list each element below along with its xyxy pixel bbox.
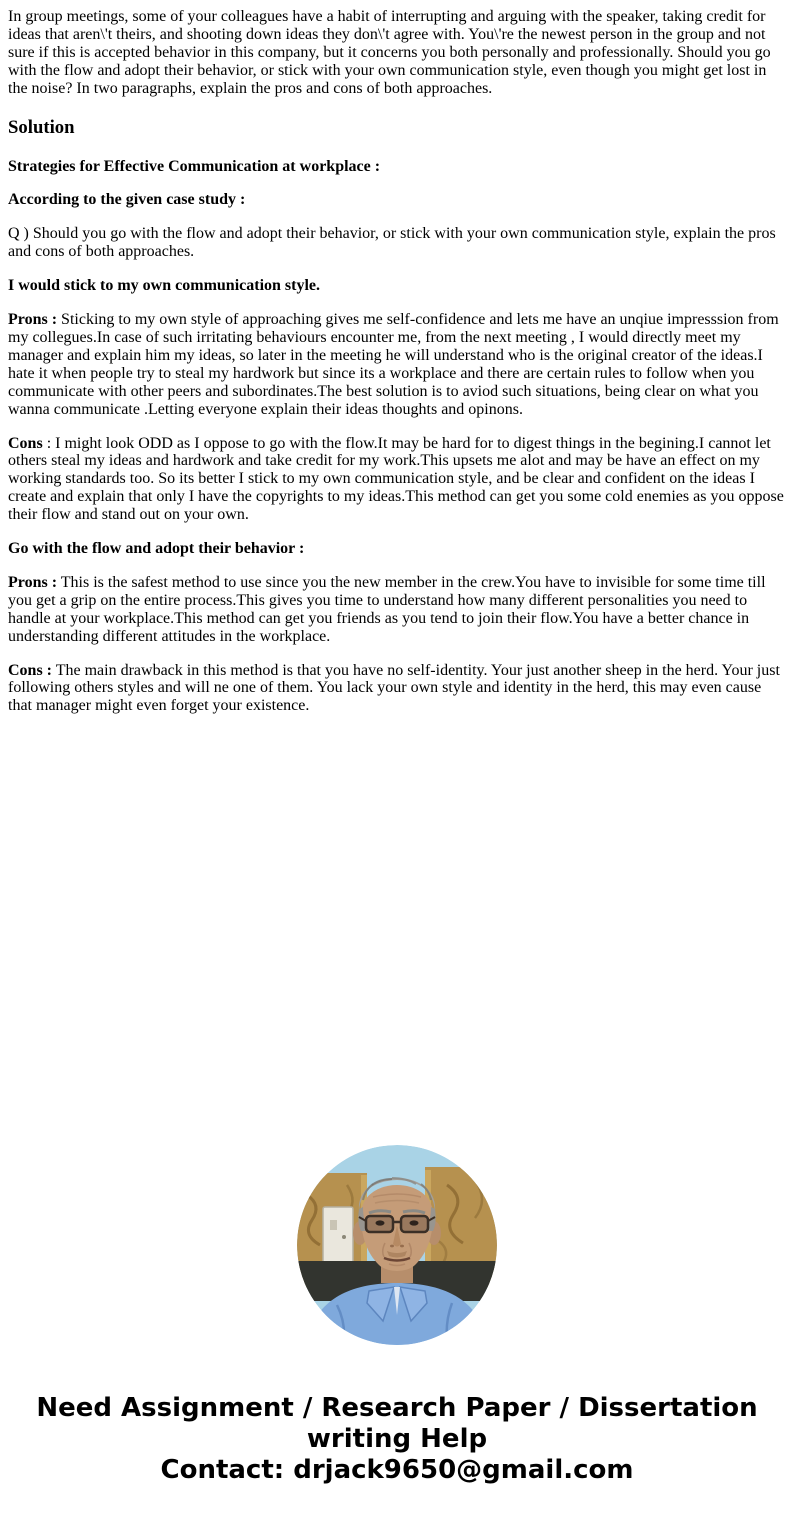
option2-pros-text: This is the safest method to use since you the new member in the crew.You have to invisible for some time till you get a grip on the entire process.This gives you time to understand how many different personalities you need to handle at your workplace.This method can get you friends as you tend to join their flow.You have a better chance in understanding different attitudes in the workplace. (8, 573, 766, 645)
page-footer (8, 1393, 786, 1485)
solution-heading: Solution (8, 116, 75, 138)
restated-question: Q ) Should you go with the flow and adopt their behavior, or stick with your own communication style, explain the pros and cons of both approaches. (8, 225, 776, 261)
option1-cons-text: : I might look ODD as I oppose to go with the flow.It may be hard for to digest things in the begining.I cannot let others steal my ideas and hardwork and take credit for my work.This upsets me alot and may be have an effect on my working standards too. So its better I stick to my own communication style, and be clear and confident on the ideas I create and explain that only I have the copyrights to my ideas.This method can get you some cold enemies as you oppose their flow and stand out on your own. (8, 434, 784, 524)
footer-help-line: Need Assignment / Research Paper / Dissertation writing Help (36, 1393, 758, 1454)
option2-pros-paragraph (8, 574, 786, 646)
option2-pros-label: Prons : (8, 573, 58, 591)
footer-help-text (8, 1393, 786, 1485)
case-study-heading: According to the given case study : (8, 191, 246, 209)
option2-cons-label: Cons : (8, 661, 53, 679)
option1-heading: I would stick to my own communication style. (8, 277, 321, 295)
solution-document (8, 8, 786, 715)
option2-cons-paragraph (8, 662, 786, 716)
option2-heading: Go with the flow and adopt their behavior : (8, 540, 305, 558)
question-paragraph: In group meetings, some of your colleagues have a habit of interrupting and arguing with the speaker, taking credit for ideas that aren\'t theirs, and shooting down ideas they don\'t agree with. You\'re the newest person in the group and not sure if this is accepted behavior in this company, but it concerns you both personally and professionally. Should you go with the flow and adopt their behavior, or stick with your own communication style, even though you might get lost in the noise? In two paragraphs, explain the pros and cons of both approaches. (8, 8, 771, 97)
strategies-heading: Strategies for Effective Communication at workplace : (8, 157, 381, 175)
option1-pros-text: Sticking to my own style of approaching gives me self-confidence and lets me have an unqiue impresssion from my collegues.In case of such irritating behaviours encounter me, from the next meeting , I would directly meet my manager and explain him my ideas, so later in the meeting he will understand who is the original creator of the ideas.I hate it when people try to steal my hardwork but since its a workplace and there are certain rules to follow when you communicate with other peers and subordinates.The best solution is to aviod such situations, being clear on what you wanna communicate .Letting everyone explain their ideas thoughts and opinons. (8, 311, 779, 418)
option1-pros-paragraph (8, 311, 786, 418)
footer-contact-line: Contact: drjack9650@gmail.com (160, 1454, 634, 1485)
option2-cons-text: The main drawback in this method is that you have no self-identity. Your just another sheep in the herd. Your just following others styles and will ne one of them. You lack your own style and identity in the herd, this may even cause that manager might even forget your existence. (8, 661, 780, 715)
portrait-image (297, 1145, 497, 1345)
option1-pros-label: Prons : (8, 311, 58, 329)
option1-cons-label: Cons (8, 434, 43, 452)
option1-cons-paragraph (8, 435, 786, 525)
author-avatar (297, 1145, 497, 1345)
